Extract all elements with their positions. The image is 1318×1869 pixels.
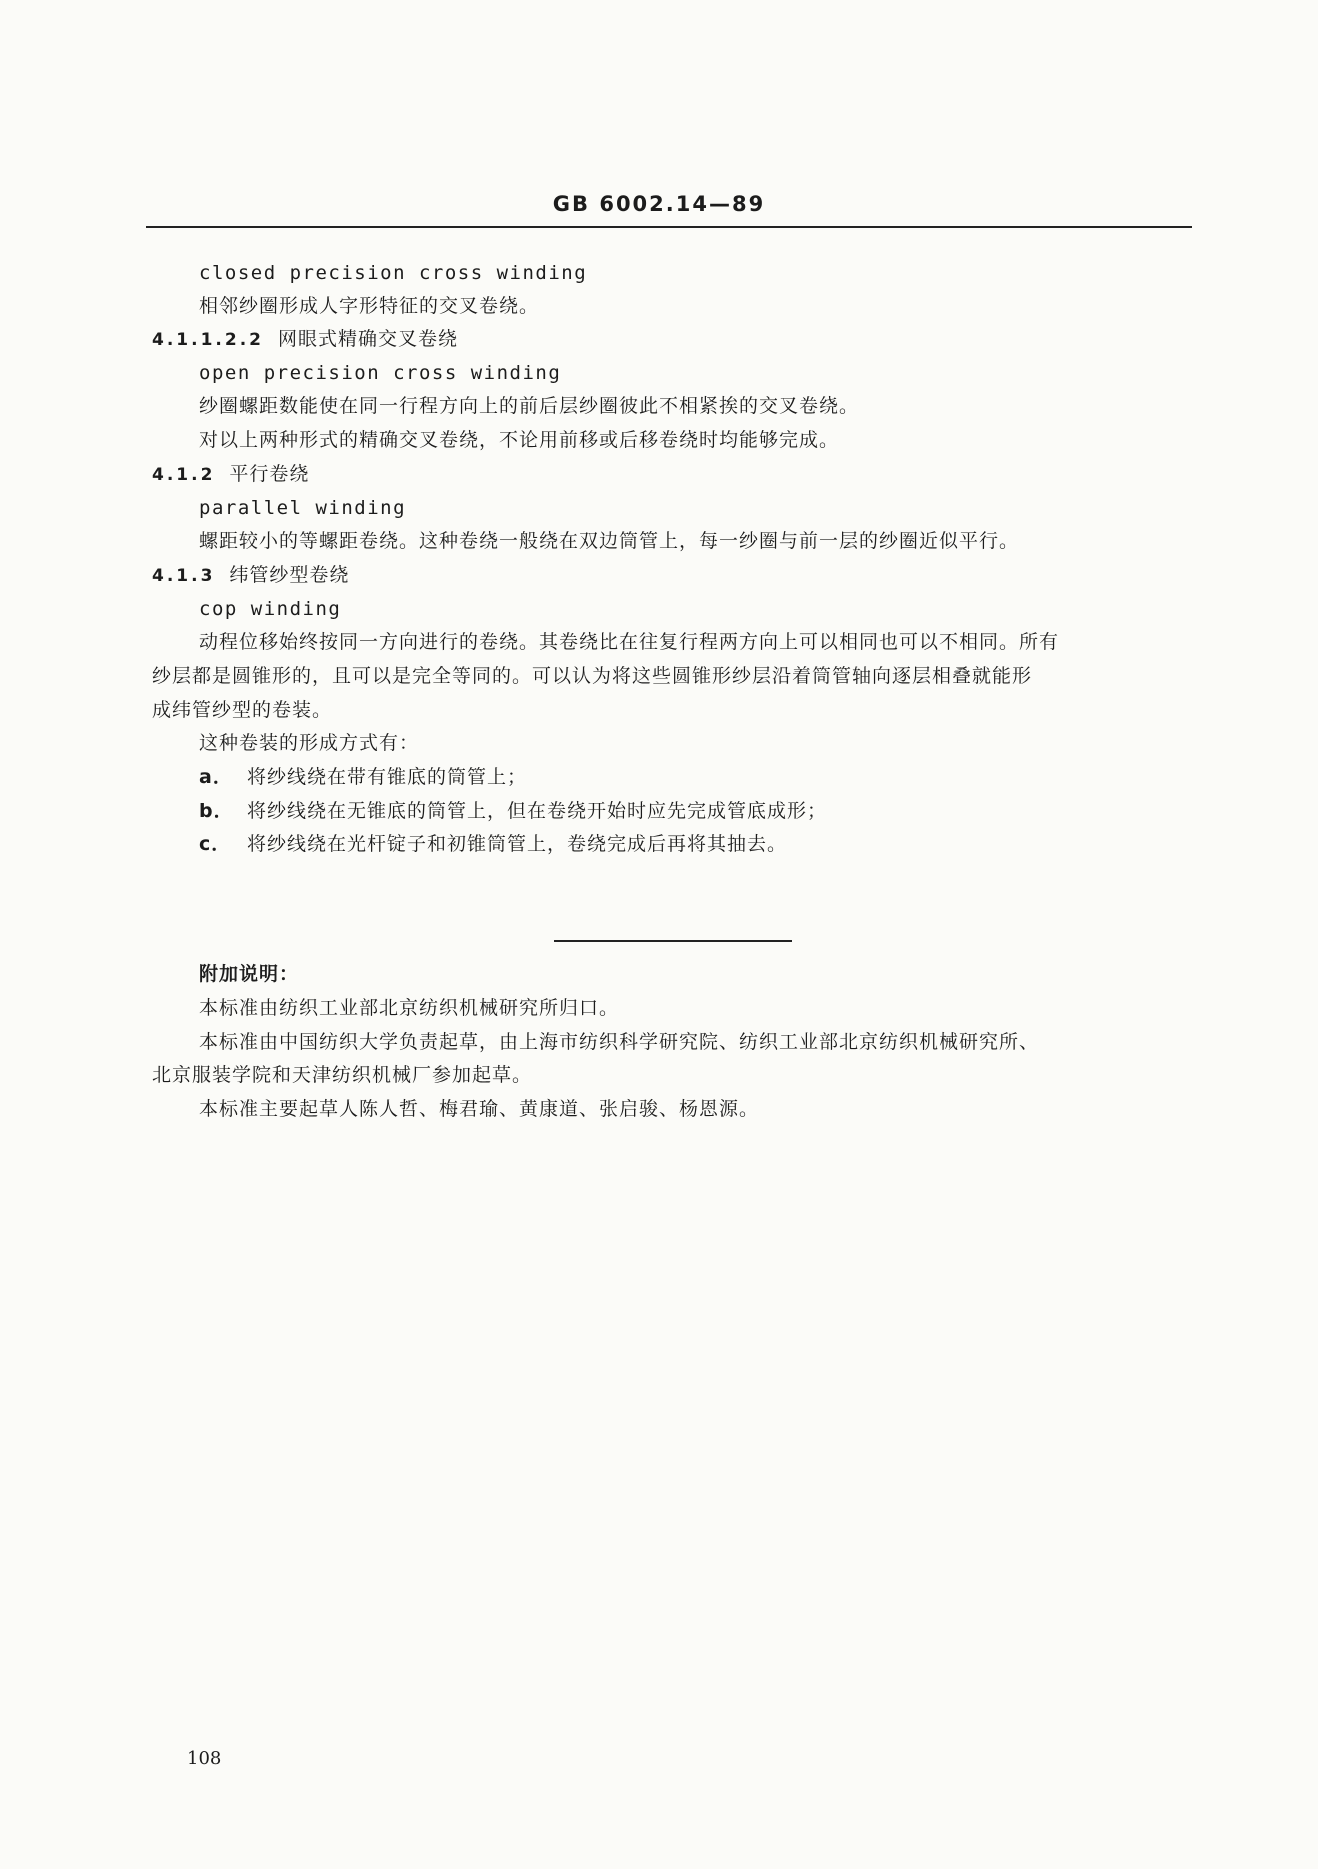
heading-4-1-1-2-2 [152, 327, 458, 352]
section-title: 纬管纱型卷绕 [229, 564, 350, 586]
header-rule [146, 226, 1192, 228]
item-letter: a． [199, 766, 233, 788]
list-item [199, 832, 787, 856]
def-cop-line2: 纱层都是圆锥形的，且可以是完全等同的。可以认为将这些圆锥形纱层沿着筒管轴向逐层相叠就能形 [152, 665, 1033, 687]
appendix-line3: 本标准主要起草人陈人哲、梅君瑜、黄康道、张启骏、杨恩源。 [199, 1098, 760, 1120]
item-text: 将纱线绕在光杆锭子和初锥筒管上，卷绕完成后再将其抽去。 [247, 833, 788, 855]
appendix-line2a: 本标准由中国纺织大学负责起草，由上海市纺织科学研究院、纺织工业部北京纺织机械研究所、 [199, 1031, 1040, 1053]
term-en-open: open precision cross winding [199, 362, 562, 384]
heading-4-1-2 [152, 462, 309, 487]
appendix-line1: 本标准由纺织工业部北京纺织机械研究所归口。 [199, 997, 620, 1019]
term-en-parallel: parallel winding [199, 497, 407, 519]
section-number: 4.1.3 [152, 566, 216, 586]
def-parallel: 螺距较小的等螺距卷绕。这种卷绕一般绕在双边筒管上，每一纱圈与前一层的纱圈近似平行。 [199, 530, 1020, 552]
list-item [199, 799, 827, 823]
def-closed: 相邻纱圈形成人字形特征的交叉卷绕。 [199, 295, 540, 317]
section-title: 网眼式精确交叉卷绕 [277, 328, 458, 350]
def-cop-line1: 动程位移始终按同一方向进行的卷绕。其卷绕比在往复行程两方向上可以相同也可以不相同。所有 [199, 631, 1060, 653]
section-number: 4.1.2 [152, 465, 216, 485]
term-en-closed: closed precision cross winding [199, 262, 588, 284]
term-en-cop: cop winding [199, 598, 342, 620]
item-letter: c． [199, 833, 232, 855]
methods-intro: 这种卷装的形成方式有： [199, 732, 420, 754]
item-text: 将纱线绕在无锥底的筒管上，但在卷绕开始时应先完成管底成形； [247, 800, 828, 822]
item-text: 将纱线绕在带有锥底的筒管上； [247, 766, 528, 788]
standard-code-header: GB 6002.14—89 [552, 192, 766, 216]
section-divider [554, 940, 792, 942]
list-item [199, 765, 527, 789]
page-number: 108 [187, 1748, 222, 1769]
def-open: 纱圈螺距数能使在同一行程方向上的前后层纱圈彼此不相紧挨的交叉卷绕。 [199, 395, 860, 417]
section-title: 平行卷绕 [229, 463, 310, 485]
appendix-title: 附加说明： [199, 963, 300, 985]
note-both: 对以上两种形式的精确交叉卷绕，不论用前移或后移卷绕时均能够完成。 [199, 429, 840, 451]
item-letter: b． [199, 800, 234, 822]
appendix-line2b: 北京服装学院和天津纺织机械厂参加起草。 [152, 1064, 533, 1086]
def-cop-line3: 成纬管纱型的卷装。 [152, 699, 333, 721]
section-number: 4.1.1.2.2 [152, 330, 264, 350]
heading-4-1-3 [152, 563, 349, 588]
